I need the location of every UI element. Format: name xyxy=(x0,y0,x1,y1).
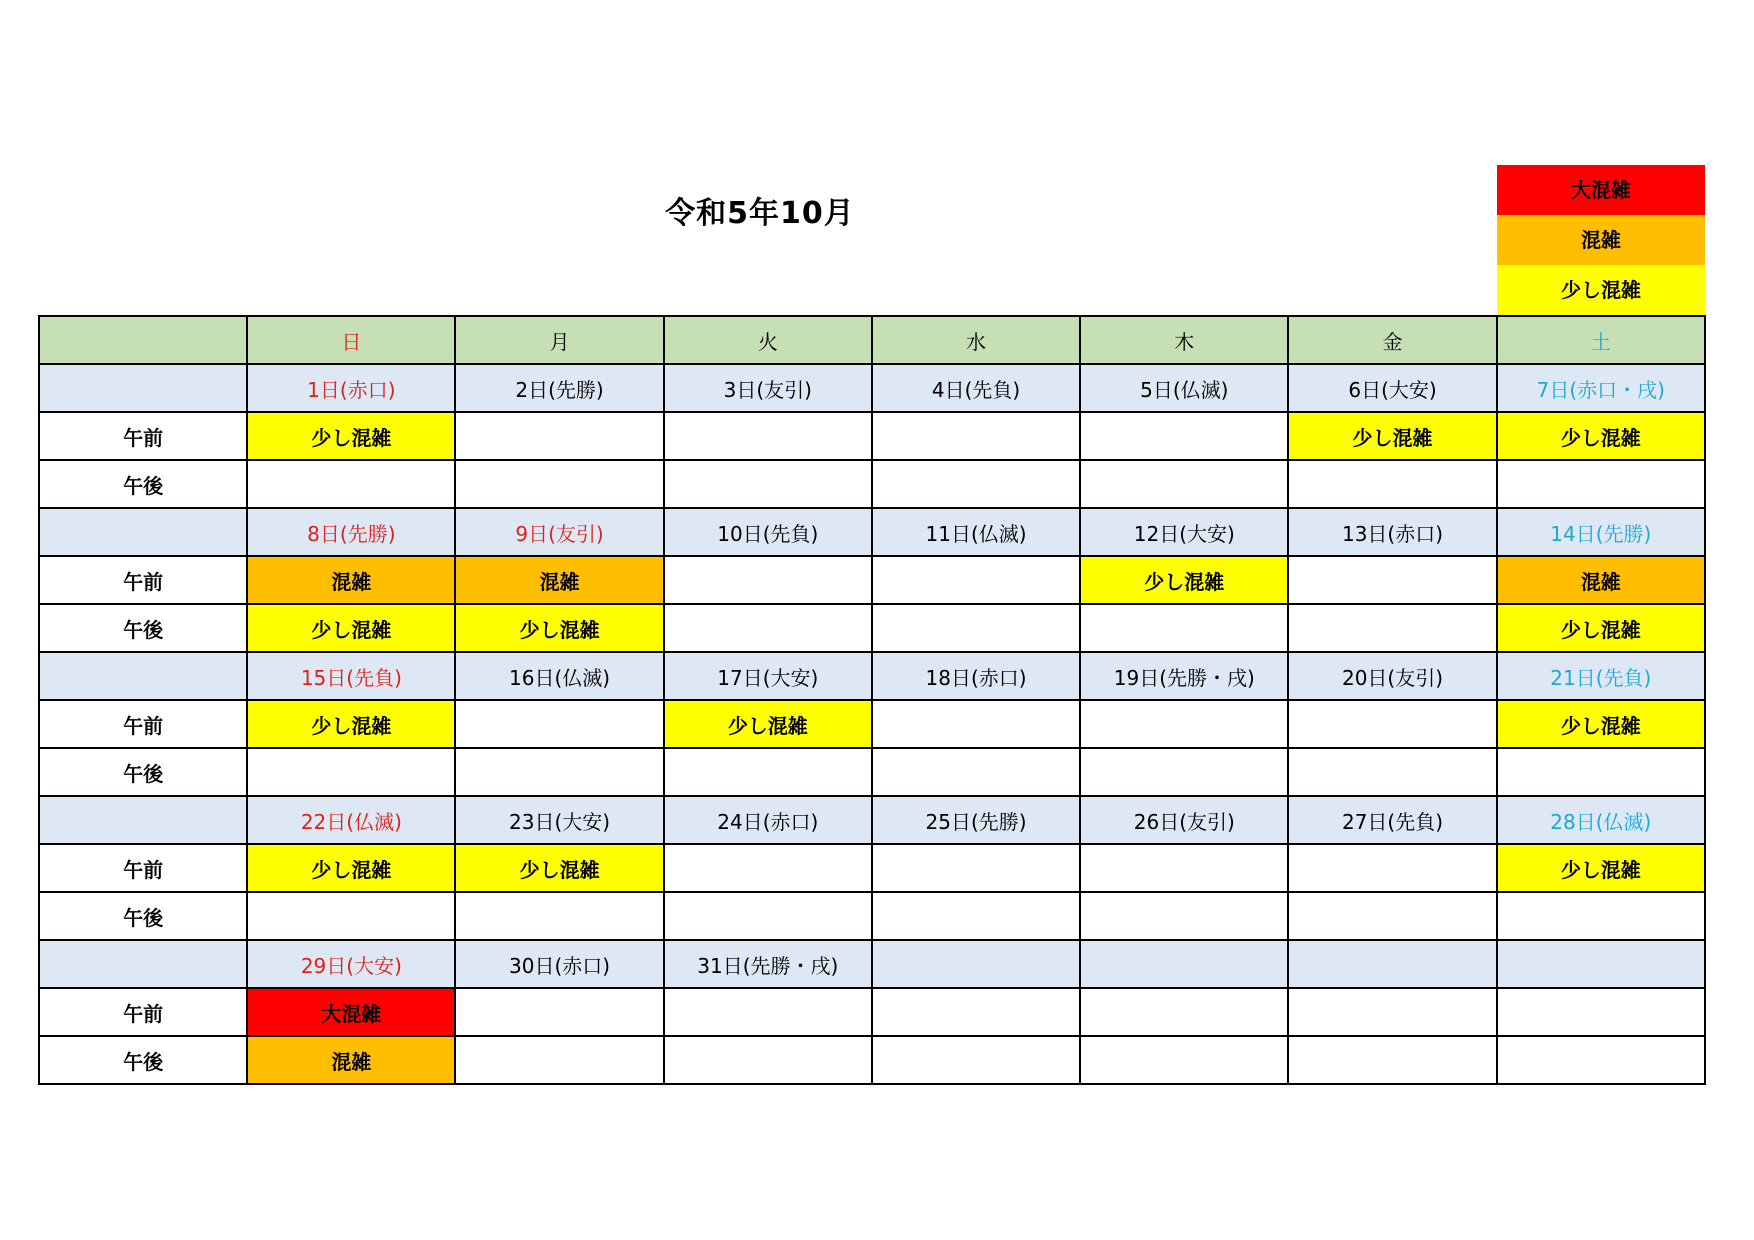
congestion-cell xyxy=(872,988,1080,1036)
congestion-cell xyxy=(247,460,455,508)
date-cell: 1日(赤口) xyxy=(247,364,455,412)
congestion-cell xyxy=(1080,412,1288,460)
congestion-cell xyxy=(1288,604,1496,652)
congestion-cell xyxy=(1080,1036,1288,1084)
date-row xyxy=(39,508,1705,556)
congestion-cell xyxy=(247,748,455,796)
date-cell xyxy=(1080,940,1288,988)
weekday-fri: 金 xyxy=(1288,316,1496,364)
am-row xyxy=(39,412,1705,460)
congestion-cell xyxy=(455,988,663,1036)
congestion-legend xyxy=(1497,165,1705,315)
congestion-cell xyxy=(1288,1036,1496,1084)
date-cell: 25日(先勝) xyxy=(872,796,1080,844)
weekday-tue: 火 xyxy=(664,316,872,364)
congestion-cell xyxy=(1080,844,1288,892)
date-cell: 28日(仏滅) xyxy=(1497,796,1705,844)
congestion-cell xyxy=(455,1036,663,1084)
congestion-cell: 少し混雑 xyxy=(1080,556,1288,604)
date-cell: 14日(先勝) xyxy=(1497,508,1705,556)
congestion-cell xyxy=(1288,844,1496,892)
date-cell xyxy=(1497,940,1705,988)
date-cell: 20日(友引) xyxy=(1288,652,1496,700)
congestion-cell xyxy=(1497,988,1705,1036)
weekday-wed: 水 xyxy=(872,316,1080,364)
date-cell: 16日(仏滅) xyxy=(455,652,663,700)
congestion-cell: 少し混雑 xyxy=(1497,700,1705,748)
weekday-mon: 月 xyxy=(455,316,663,364)
congestion-cell xyxy=(872,460,1080,508)
page-title: 令和5年10月 xyxy=(665,196,855,231)
congestion-cell xyxy=(1288,556,1496,604)
congestion-cell: 少し混雑 xyxy=(1497,844,1705,892)
am-label: 午前 xyxy=(39,844,247,892)
congestion-cell xyxy=(455,748,663,796)
congestion-cell xyxy=(1080,460,1288,508)
date-cell: 8日(先勝) xyxy=(247,508,455,556)
am-label: 午前 xyxy=(39,988,247,1036)
congestion-cell xyxy=(664,412,872,460)
date-cell: 30日(赤口) xyxy=(455,940,663,988)
congestion-cell xyxy=(1080,700,1288,748)
congestion-cell xyxy=(1497,460,1705,508)
congestion-cell xyxy=(872,892,1080,940)
date-cell xyxy=(1288,940,1496,988)
date-cell: 18日(赤口) xyxy=(872,652,1080,700)
congestion-cell xyxy=(455,892,663,940)
weekday-thu: 木 xyxy=(1080,316,1288,364)
am-label: 午前 xyxy=(39,700,247,748)
date-row-label xyxy=(39,508,247,556)
date-row xyxy=(39,652,1705,700)
pm-row xyxy=(39,748,1705,796)
pm-row xyxy=(39,892,1705,940)
congestion-cell: 少し混雑 xyxy=(1497,412,1705,460)
congestion-cell: 大混雑 xyxy=(247,988,455,1036)
congestion-cell xyxy=(664,892,872,940)
legend-item-busy: 混雑 xyxy=(1497,215,1705,265)
congestion-cell xyxy=(664,556,872,604)
pm-label: 午後 xyxy=(39,1036,247,1084)
congestion-cell: 少し混雑 xyxy=(455,604,663,652)
date-row xyxy=(39,940,1705,988)
congestion-cell: 混雑 xyxy=(247,556,455,604)
am-label: 午前 xyxy=(39,556,247,604)
congestion-cell: 少し混雑 xyxy=(247,412,455,460)
congestion-cell xyxy=(872,700,1080,748)
weekday-sun: 日 xyxy=(247,316,455,364)
congestion-cell xyxy=(1497,748,1705,796)
pm-label: 午後 xyxy=(39,460,247,508)
legend-item-slight: 少し混雑 xyxy=(1497,265,1705,315)
weekday-sat: 土 xyxy=(1497,316,1705,364)
congestion-cell xyxy=(1288,460,1496,508)
congestion-cell xyxy=(664,748,872,796)
congestion-calendar xyxy=(38,315,1706,1085)
congestion-cell xyxy=(1080,892,1288,940)
date-cell: 26日(友引) xyxy=(1080,796,1288,844)
weekday-header-row xyxy=(39,316,1705,364)
date-cell: 7日(赤口・戌) xyxy=(1497,364,1705,412)
legend-item-heavy: 大混雑 xyxy=(1497,165,1705,215)
date-cell: 29日(大安) xyxy=(247,940,455,988)
date-cell: 2日(先勝) xyxy=(455,364,663,412)
congestion-cell xyxy=(1497,892,1705,940)
congestion-cell: 少し混雑 xyxy=(1497,604,1705,652)
date-cell: 24日(赤口) xyxy=(664,796,872,844)
congestion-cell xyxy=(872,556,1080,604)
congestion-cell: 少し混雑 xyxy=(247,844,455,892)
pm-label: 午後 xyxy=(39,748,247,796)
pm-label: 午後 xyxy=(39,892,247,940)
date-cell: 13日(赤口) xyxy=(1288,508,1496,556)
date-cell: 11日(仏滅) xyxy=(872,508,1080,556)
congestion-cell: 混雑 xyxy=(455,556,663,604)
date-cell: 23日(大安) xyxy=(455,796,663,844)
congestion-cell xyxy=(1288,700,1496,748)
date-cell xyxy=(872,940,1080,988)
date-cell: 12日(大安) xyxy=(1080,508,1288,556)
congestion-cell xyxy=(872,748,1080,796)
congestion-cell: 混雑 xyxy=(247,1036,455,1084)
date-row-label xyxy=(39,796,247,844)
date-cell: 10日(先負) xyxy=(664,508,872,556)
congestion-cell xyxy=(664,604,872,652)
congestion-cell xyxy=(1288,892,1496,940)
pm-row xyxy=(39,1036,1705,1084)
congestion-cell xyxy=(872,604,1080,652)
congestion-cell xyxy=(455,460,663,508)
congestion-cell xyxy=(455,700,663,748)
congestion-cell: 混雑 xyxy=(1497,556,1705,604)
header-corner xyxy=(39,316,247,364)
pm-row xyxy=(39,604,1705,652)
am-row xyxy=(39,988,1705,1036)
congestion-cell xyxy=(455,412,663,460)
congestion-cell xyxy=(664,844,872,892)
congestion-cell xyxy=(1080,988,1288,1036)
congestion-cell xyxy=(1497,1036,1705,1084)
congestion-cell xyxy=(664,1036,872,1084)
congestion-cell xyxy=(664,988,872,1036)
date-cell: 15日(先負) xyxy=(247,652,455,700)
date-cell: 27日(先負) xyxy=(1288,796,1496,844)
date-cell: 6日(大安) xyxy=(1288,364,1496,412)
date-cell: 22日(仏滅) xyxy=(247,796,455,844)
pm-label: 午後 xyxy=(39,604,247,652)
date-cell: 19日(先勝・戌) xyxy=(1080,652,1288,700)
congestion-cell xyxy=(664,460,872,508)
congestion-cell xyxy=(1288,748,1496,796)
date-cell: 5日(仏滅) xyxy=(1080,364,1288,412)
date-cell: 21日(先負) xyxy=(1497,652,1705,700)
date-row xyxy=(39,796,1705,844)
congestion-cell: 少し混雑 xyxy=(247,700,455,748)
congestion-cell: 少し混雑 xyxy=(455,844,663,892)
congestion-cell xyxy=(872,1036,1080,1084)
date-row-label xyxy=(39,940,247,988)
date-row xyxy=(39,364,1705,412)
date-cell: 4日(先負) xyxy=(872,364,1080,412)
am-row xyxy=(39,844,1705,892)
date-cell: 9日(友引) xyxy=(455,508,663,556)
am-label: 午前 xyxy=(39,412,247,460)
date-cell: 31日(先勝・戌) xyxy=(664,940,872,988)
congestion-cell: 少し混雑 xyxy=(664,700,872,748)
congestion-cell: 少し混雑 xyxy=(1288,412,1496,460)
congestion-cell xyxy=(1080,604,1288,652)
congestion-cell: 少し混雑 xyxy=(247,604,455,652)
am-row xyxy=(39,700,1705,748)
date-cell: 17日(大安) xyxy=(664,652,872,700)
date-row-label xyxy=(39,652,247,700)
am-row xyxy=(39,556,1705,604)
congestion-cell xyxy=(872,412,1080,460)
date-cell: 3日(友引) xyxy=(664,364,872,412)
pm-row xyxy=(39,460,1705,508)
congestion-cell xyxy=(1080,748,1288,796)
date-row-label xyxy=(39,364,247,412)
congestion-cell xyxy=(872,844,1080,892)
congestion-cell xyxy=(247,892,455,940)
congestion-cell xyxy=(1288,988,1496,1036)
